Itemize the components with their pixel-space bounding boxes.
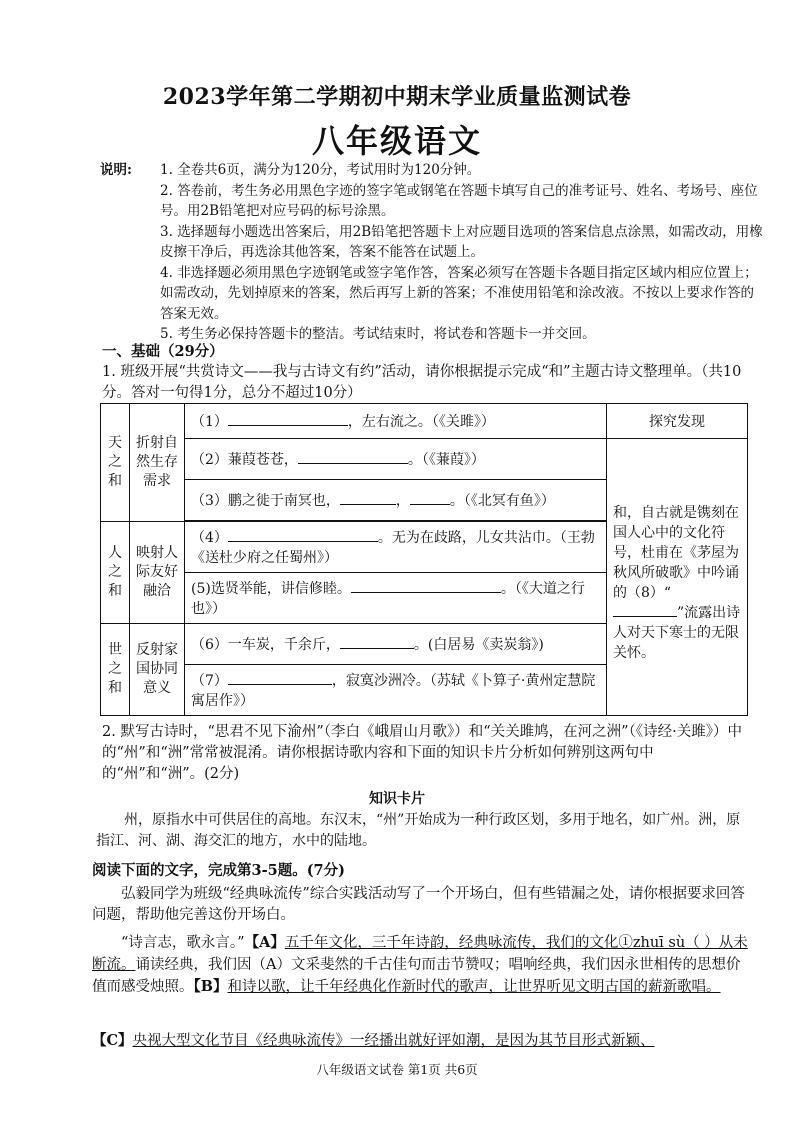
row-text: 。（《大道之行也》） [191, 581, 585, 617]
section-heading: 一、基础（29分） [102, 343, 224, 360]
row-text: ， [395, 493, 410, 509]
exam-title: 2023学年第二学期初中期末学业质量监测试卷 [162, 84, 632, 110]
instruction-text: 非选择题必须用黑色字迹钢笔或签字笔作答，答案必须写在答题卡各题目指定区域内相应位置上；如需改动，先划掉原来的答案，然后再写上新的答案；不准使用铅笔和涂改液。不按以上要求作答的答案无效。 [160, 264, 758, 322]
row-text: （2）蒹葭苍苍， [191, 452, 298, 468]
group-desc: 映射人际友好融洽 [130, 522, 185, 624]
answer-blank[interactable] [613, 616, 677, 617]
tag-a: 【A】 [244, 934, 285, 951]
passage-text: 诵读经典，我们因（A）文采斐然的千古佳句而击节赞叹；唱响经典，我们因永世相传的思想价值而感受烛照。 [92, 957, 741, 995]
reading-heading: 阅读下面的文字，完成第3-5题。(7分) [92, 862, 346, 879]
instruction-text: 全卷共6页，满分为120分，考试用时为120分钟。 [177, 162, 481, 178]
instruction-num: 5. [160, 326, 173, 342]
row-text: 。(白居易《卖炭翁》) [413, 637, 544, 653]
answer-blank[interactable] [228, 541, 378, 542]
findings-header: 探究发现 [607, 404, 748, 439]
table-row [185, 665, 607, 716]
passage-c [92, 1030, 752, 1052]
knowledge-card-title: 知识卡片 [369, 791, 425, 807]
row-text: ，左右流之。（《关雎》） [347, 414, 495, 430]
row-text: 。无为在歧路，儿女共沾巾。（王勃《送杜少府之任蜀州》） [191, 530, 595, 566]
row-text: （3）鹏之徙于南冥也， [191, 493, 340, 509]
passage-quote: “诗言志，歌永言。” [121, 935, 245, 951]
group-label: 世之和 [101, 624, 130, 716]
row-text: (5)选贤举能，讲信修睦。 [191, 581, 351, 597]
instruction-num: 2. [160, 182, 173, 199]
findings-text: ”流露出诗人对天下寒士的无限关怀。 [613, 605, 741, 661]
row-text: 。（《北冥有鱼》） [449, 493, 555, 509]
findings-text: 和，自古就是镌刻在国人心中的文化符号，杜甫在《茅屋为秋风所破歌》中吟诵的（8）“ [613, 505, 739, 601]
row-text: （7） [191, 673, 228, 689]
tag-b: 【B】 [193, 978, 228, 995]
answer-blank[interactable] [340, 504, 396, 505]
instruction-item [100, 160, 764, 181]
instruction-text: 答卷前，考生务必用黑色字迹的签字笔或钢笔在答题卡填写自己的准考证号、姓名、考场号、座位号。用2B铅笔把对应号码的标号涂黑。 [160, 182, 758, 219]
sentence-a: 五千年文化，三千年诗韵，经典咏流传，我们的文化①zhuī sù（ ）从未断流。 [92, 935, 748, 973]
question-1: 1. 班级开展“共赏诗文——我与古诗文有约”活动，请你根据提示完成“和”主题古诗文整理单。（共10分。答对一句得1分，总分不超过10分） [102, 364, 742, 401]
table-row [185, 522, 607, 573]
reading-intro: 弘毅同学为班级“经典咏流传”综合实践活动写了一个开场白，但有些错漏之处，请你根据要求回答问题，帮助他完善这份开场白。 [92, 886, 745, 923]
answer-blank[interactable] [228, 684, 332, 685]
answer-blank[interactable] [351, 592, 501, 593]
table-row [185, 480, 607, 521]
instruction-item [104, 181, 764, 222]
instruction-num: 3. [160, 223, 173, 240]
group-desc: 反射家国协同意义 [130, 624, 185, 716]
table-row [185, 404, 607, 439]
instruction-num: 1. [160, 162, 173, 178]
group-desc: 折射自然生存需求 [130, 404, 185, 522]
sentence-c: 央视大型文化节目《经典咏流传》一经播出就好评如潮，是因为其节目形式新颖、 [132, 1033, 655, 1049]
tag-c: 【C】 [92, 1032, 133, 1049]
group-label: 天之和 [101, 404, 130, 522]
answer-blank[interactable] [340, 648, 414, 649]
instruction-item [104, 222, 764, 263]
group-label: 人之和 [101, 522, 130, 624]
answer-blank[interactable] [410, 504, 450, 505]
answer-blank[interactable] [298, 463, 408, 464]
instruction-num: 4. [160, 264, 173, 281]
table-row [185, 624, 607, 665]
reading-passage [92, 932, 752, 998]
row-text: ，寂寞沙洲冷。（苏轼《卜算子·黄州定慧院寓居作》） [191, 673, 596, 709]
row-text: （1） [191, 414, 228, 430]
row-text: （6）一车炭，千余斤， [191, 637, 340, 653]
instruction-item [104, 263, 764, 325]
findings-cell [607, 439, 748, 716]
instruction-text: 选择题每小题选出答案后，用2B铅笔把答题卡上对应题目选项的答案信息点涂黑，如需改动，用橡皮擦干净后，再选涂其他答案，答案不能答在试题上。 [160, 223, 763, 260]
answer-blank[interactable] [228, 425, 348, 426]
exam-subject: 八年级语文 [311, 122, 482, 160]
instruction-text: 考生务必保持答题卡的整洁。考试结束时，将试卷和答题卡一并交回。 [177, 326, 596, 342]
instructions [100, 160, 764, 345]
sentence-b: 和诗以歌，让千年经典化作新时代的歌声，让世界听见文明古国的薪新歌唱。 [227, 979, 721, 995]
table-row [185, 439, 607, 480]
row-text: （4） [191, 530, 228, 546]
knowledge-card-text: 州，原指水中可供居住的高地。东汉末，“州”开始成为一种行政区划，多用于地名，如广州。洲，原指江、河、湖、海交汇的地方，水中的陆地。 [96, 812, 741, 849]
instructions-label: 说明: [100, 162, 132, 178]
row-text: 。（《蒹葭》） [407, 452, 485, 468]
poetry-table [100, 403, 748, 716]
table-row [185, 573, 607, 624]
page-footer: 八年级语文试卷 第1页 共6页 [316, 1062, 478, 1077]
question-2: 2. 默写古诗时，“思君不见下渝州”（李白《峨眉山月歌》）和“关关雎鸠，在河之洲”（《诗经·关雎》）中的“州”和“洲”常常被混淆。请你根据诗歌内容和下面的知识卡片分析如何辨别这两句中的“州”和“洲”。(2分) [102, 724, 742, 782]
